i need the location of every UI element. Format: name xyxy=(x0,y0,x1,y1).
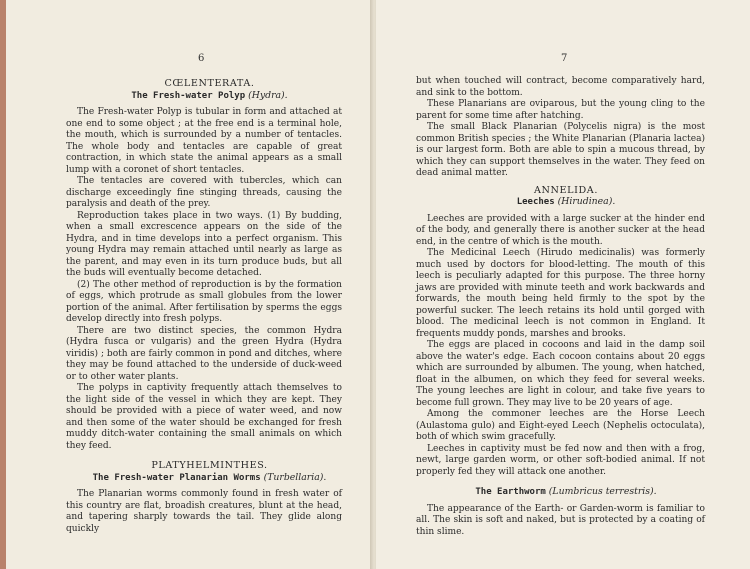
page-number: 6 xyxy=(198,53,205,64)
section-heading: CŒLENTERATA. xyxy=(164,78,255,89)
paragraph: The Planarian worms commonly found in fresh water of this country are flat, broadish creatures, blunt at the head, and tapering sharply towards the tail. They glide along quickly xyxy=(66,489,342,534)
subheading-bold: The Earthworm xyxy=(475,487,546,497)
paragraph: Leeches are provided with a large sucker at the hinder end of the body, and generally there is another sucker at the head end, in the centre of which is the mouth. xyxy=(416,213,705,247)
paragraph: Among the commoner leeches are the Horse Leech (Aulastoma gulo) and Eight-eyed Leech (Nephelis octoculata), both of which swim gracefully. xyxy=(416,409,705,442)
paragraph: The Medicinal Leech (Hirudo medicinalis) was formerly much used by doctors for blood-letting. The mouth of this leech is peculiarly adapted for this purpose. The three horny jaws are provided with minute teeth and work backwards and forwards, the mouth being held firmly to the spot by the powerful sucker. The leech retains its hold until gorged with blood. The medicinal leech is not common in England. It frequents muddy ponds, marshes and brooks. xyxy=(416,248,705,339)
subheading-bold: The Fresh-water Polyp xyxy=(131,90,246,101)
subheading-italic: (Turbellaria). xyxy=(263,471,327,483)
paragraph: (2) The other method of reproduction is by the formation of eggs, which protrude as small globules from the lower portion of the animal. After fertilisation by sperms the eggs develop directly into fresh polyps. xyxy=(66,279,342,324)
left-page xyxy=(0,0,374,569)
paragraph: The small Black Planarian (Polycelis nigra) is the most common British species ; the White Planarian (Planaria lactea) is our largest form. Both are able to spin a mucous thread, by which they can support themselves in the water. They feed on dead animal matter. xyxy=(416,122,705,178)
text-column xyxy=(66,78,342,535)
subheading xyxy=(66,90,342,103)
paragraph: The appearance of the Earth- or Garden-worm is familiar to all. The skin is soft and naked, but is protected by a coating of thin slime. xyxy=(416,503,705,537)
subheading xyxy=(416,196,705,209)
paragraph: but when touched will contract, become comparatively hard, and sink to the bottom. xyxy=(416,76,705,98)
page-number: 7 xyxy=(561,53,568,64)
subheading xyxy=(416,486,705,499)
right-page xyxy=(376,0,750,569)
subheading-italic: (Hydra). xyxy=(248,89,288,101)
paragraph: Reproduction takes place in two ways. (1) By budding, when a small excrescence appears on the side of the Hydra, and in time develops into a perfect organism. This young Hydra may remain attached until nearly as large as the parent, and may even in its turn produce buds, but all the buds will eventually become detached. xyxy=(66,210,342,278)
subheading xyxy=(66,472,342,485)
paragraph: The eggs are placed in cocoons and laid in the damp soil above the water's edge. Each cocoon contains about 20 eggs which are surrounded by albumen. The young, when hatched, float in the albumen, on which they feed for several weeks. The young leeches are light in colour, and take five years to become full grown. They may live to be 20 years of age. xyxy=(416,340,705,408)
section-heading: PLATYHELMINTHES. xyxy=(151,460,268,471)
paragraph: The tentacles are covered with tubercles, which can discharge exceedingly fine stinging threads, causing the paralysis and death of the prey. xyxy=(66,176,342,209)
paragraph: The polyps in captivity frequently attach themselves to the light side of the vessel in which they are kept. They should be provided with a piece of water weed, and now and then some of the water should be exchanged for fresh muddy ditch-water containing the small animals on which they feed. xyxy=(66,383,342,451)
subheading-italic: (Hirudinea). xyxy=(557,196,616,207)
subheading-bold: The Fresh-water Planarian Worms xyxy=(92,472,261,483)
subheading-bold: Leeches xyxy=(516,197,555,207)
paragraph: Leeches in captivity must be fed now and then with a frog, newt, large garden worm, or other soft-bodied animal. If not properly fed they will attack one another. xyxy=(416,443,705,477)
subheading-italic: (Lumbricus terrestris). xyxy=(548,486,657,497)
text-column xyxy=(416,76,705,538)
section-heading: ANNELIDA. xyxy=(534,184,598,196)
paragraph: The Fresh-water Polyp is tubular in form and attached at one end to some object ; at the free end is a terminal hole, the mouth, which is surrounded by a number of tentacles. The whole body and tentacles are capable of great contraction, in which state the animal appears as a small lump with a coronet of short tentacles. xyxy=(66,107,342,175)
paragraph: There are two distinct species, the common Hydra (Hydra fusca or vulgaris) and the green Hydra (Hydra viridis) ; both are fairly common in pond and ditches, where they may be found attached to the underside of duck-weed or to other water plants. xyxy=(66,325,342,382)
paragraph: These Planarians are oviparous, but the young cling to the parent for some time after hatching. xyxy=(416,99,705,121)
